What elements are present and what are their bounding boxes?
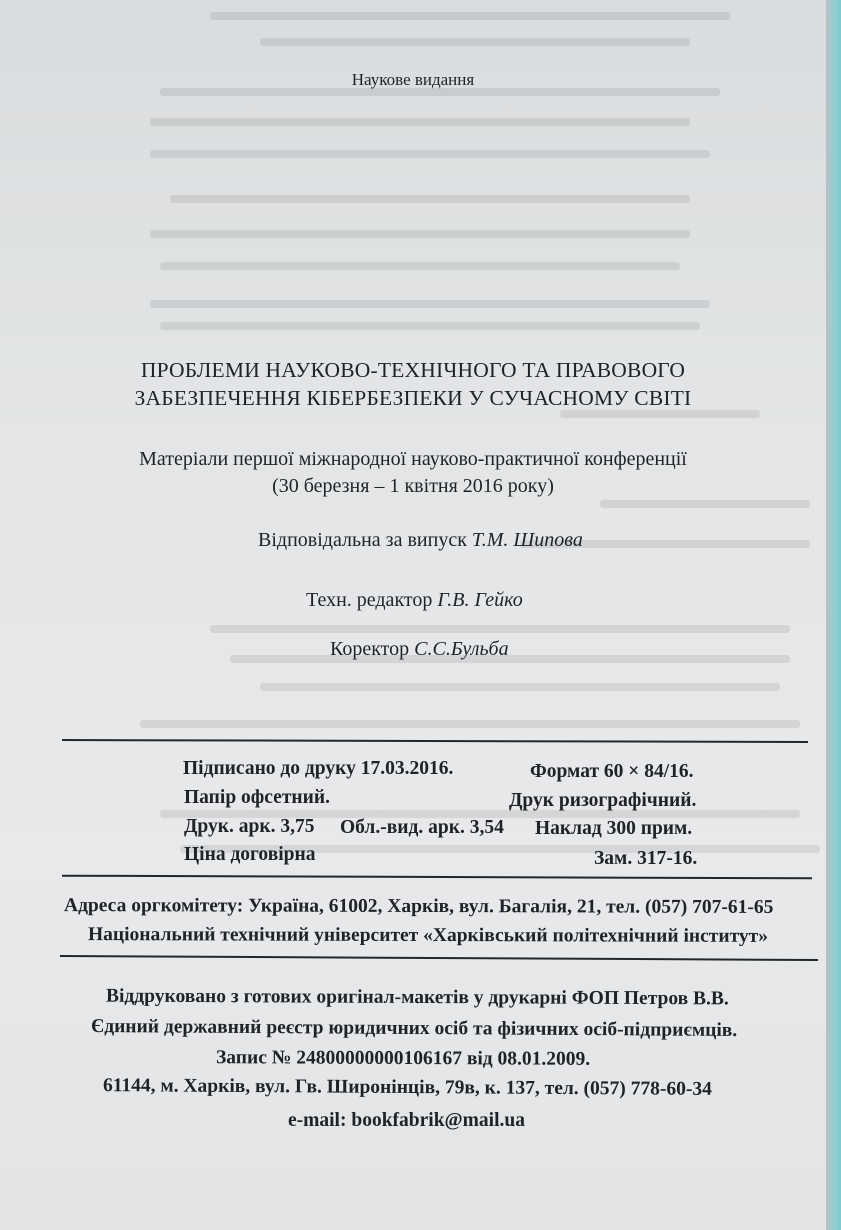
print-type: Друк ризографічний.	[509, 790, 697, 811]
tech-editor-label: Техн. редактор	[306, 589, 433, 611]
tech-editor	[306, 589, 523, 612]
printer-address: 61144, м. Харків, вул. Гв. Широнінців, 79в, к. 137, тел. (057) 778-60-34	[102, 1075, 712, 1100]
organizer-address: Адреса оргкомітету: Україна, 61002, Харків, вул. Багалія, 21, тел. (057) 707-61-65	[63, 895, 774, 918]
divider-middle	[62, 875, 812, 880]
signed-date: Підписано до друку 17.03.2016.	[183, 758, 454, 779]
printer-email: e-mail: bookfabrik@mail.ua	[288, 1110, 525, 1131]
title-line-2: ЗАБЕЗПЕЧЕННЯ КІБЕРБЕЗПЕКИ У СУЧАСНОМУ СВІТІ	[134, 386, 692, 410]
page-edge	[826, 0, 841, 1230]
printer-line-1: Віддруковано з готових оригінал-макетів у друкарні ФОП Петров В.В.	[105, 985, 729, 1010]
print-run: Наклад 300 прим.	[535, 818, 693, 839]
format: Формат 60 × 84/16.	[530, 761, 694, 782]
conference-line-1: Матеріали першої міжнародної науково-практичної конференції	[139, 448, 687, 470]
corrector	[330, 638, 509, 661]
divider-bottom	[60, 955, 818, 961]
corrector-name: С.С.Бульба	[414, 638, 509, 660]
printer-line-2: Єдиний державний реєстр юридичних осіб та фізичних осіб-підприємців.	[90, 1016, 738, 1041]
divider-top	[62, 739, 808, 743]
publication-sheets: Обл.-вид. арк. 3,54	[340, 817, 504, 838]
responsible-name: Т.М. Шипова	[471, 529, 583, 551]
responsible-editor	[258, 529, 583, 552]
tech-editor-name: Г.В. Гейко	[437, 589, 523, 611]
conference-dates: (30 березня – 1 квітня 2016 року)	[272, 475, 554, 497]
print-sheets: Друк. арк. 3,75	[184, 816, 315, 837]
title-line-1: ПРОБЛЕМИ НАУКОВО-ТЕХНІЧНОГО ТА ПРАВОВОГО	[140, 358, 686, 382]
paper-type: Папір офсетний.	[184, 787, 330, 808]
responsible-label: Відповідальна за випуск	[258, 529, 467, 551]
corrector-label: Коректор	[330, 638, 410, 660]
order-number: Зам. 317-16.	[594, 848, 698, 869]
price: Ціна договірна	[184, 844, 316, 865]
edition-type: Наукове видання	[351, 70, 475, 89]
printer-registry: Запис № 24800000000106167 від 08.01.2009.	[215, 1047, 591, 1070]
organizer-university: Національний технічний університет «Харківський політехнічний інститут»	[87, 924, 769, 947]
